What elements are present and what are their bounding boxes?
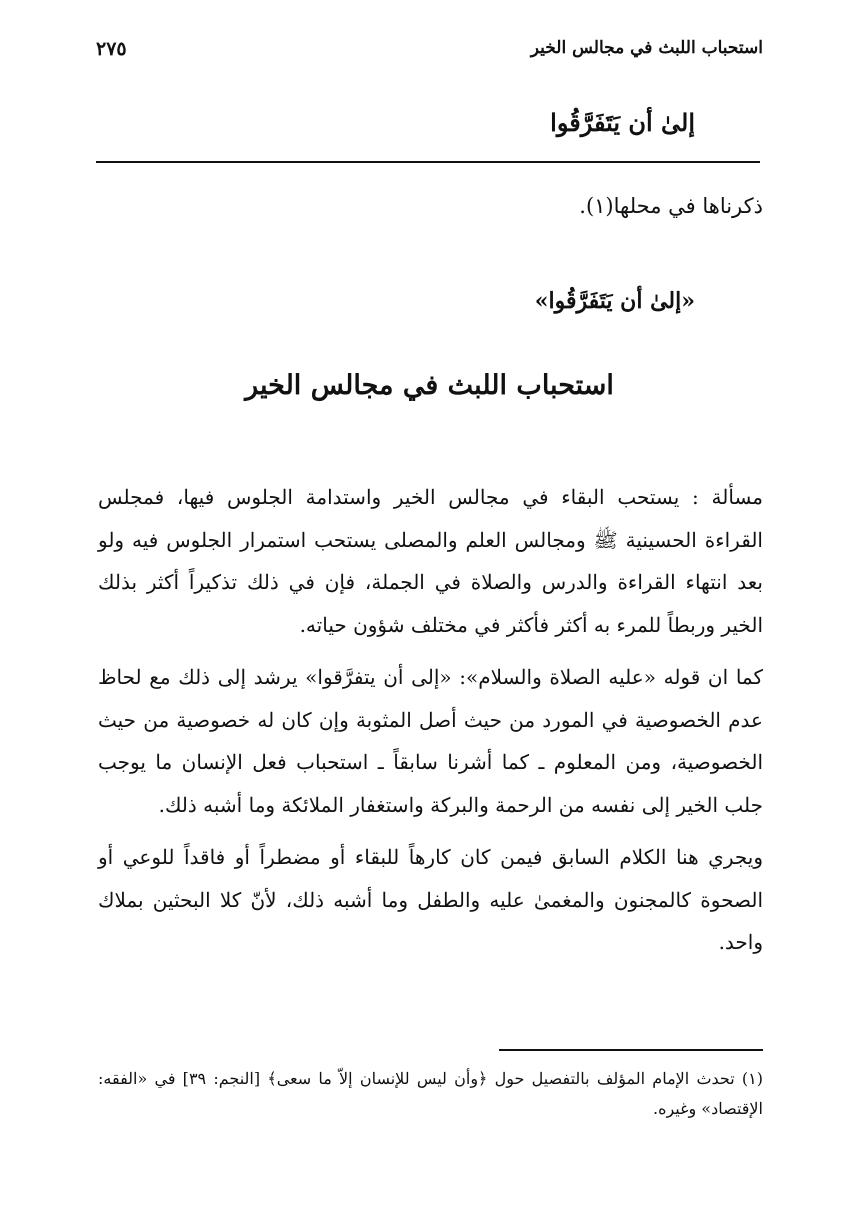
page-number: ٢٧٥ <box>96 38 127 60</box>
body-text <box>98 476 763 964</box>
running-title: استحباب اللبث في مجالس الخير <box>530 38 763 58</box>
carry-over-text: ذكرناها في محلها(١). <box>579 194 763 218</box>
quote-heading: «إلىٰ أن يَتَفَرَّقُوا» <box>534 288 695 314</box>
running-header <box>96 38 763 68</box>
footnotes <box>98 1064 763 1124</box>
chapter-heading: إلىٰ أن يَتَفَرَّقُوا <box>550 108 695 137</box>
header-divider <box>96 161 760 163</box>
paragraph: ويجري هنا الكلام السابق فيمن كان كارهاً للبقاء أو مضطراً أو فاقداً للوعي أو الصحوة كالمجنون والمغمىٰ عليه والطفل وما أشبه ذلك، لأنّ كلا البحثين بملاك واحد. <box>98 845 763 954</box>
paragraph: كما ان قوله «عليه الصلاة والسلام»: «إلى أن يتفرَّقوا» يرشد إلى ذلك مع لحاظ عدم الخصوصية في المورد من حيث أصل المثوبة وإن كان له خصوصية من حيث الخصوصية، ومن المعلوم ـ كما أشرنا سابقاً ـ استحباب فعل الإنسان ما يوجب جلب الخير إلى نفسه من الرحمة والبركة واستغفار الملائكة وما أشبه ذلك. <box>98 665 763 817</box>
footnote: (١) تحدث الإمام المؤلف بالتفصيل حول ﴿وأن ليس للإنسان إلاّ ما سعى﴾ [النجم: ٣٩] في «الفقه: الإقتصاد» وغيره. <box>98 1069 763 1118</box>
footnote-divider <box>499 1049 763 1051</box>
section-title: استحباب اللبث في مجالس الخير <box>245 370 614 401</box>
paragraph: مسألة : يستحب البقاء في مجالس الخير واستدامة الجلوس فيها، فمجلس القراءة الحسينية ﷺ ومجالس العلم والمصلى يستحب استمرار الجلوس فيه ولو بعد انتهاء القراءة والدرس والصلاة في الجملة، فإن في ذلك تذكيراً أكثر بذلك الخير وربطاً للمرء به أكثر فأكثر في مختلف شؤون حياته. <box>98 485 763 637</box>
